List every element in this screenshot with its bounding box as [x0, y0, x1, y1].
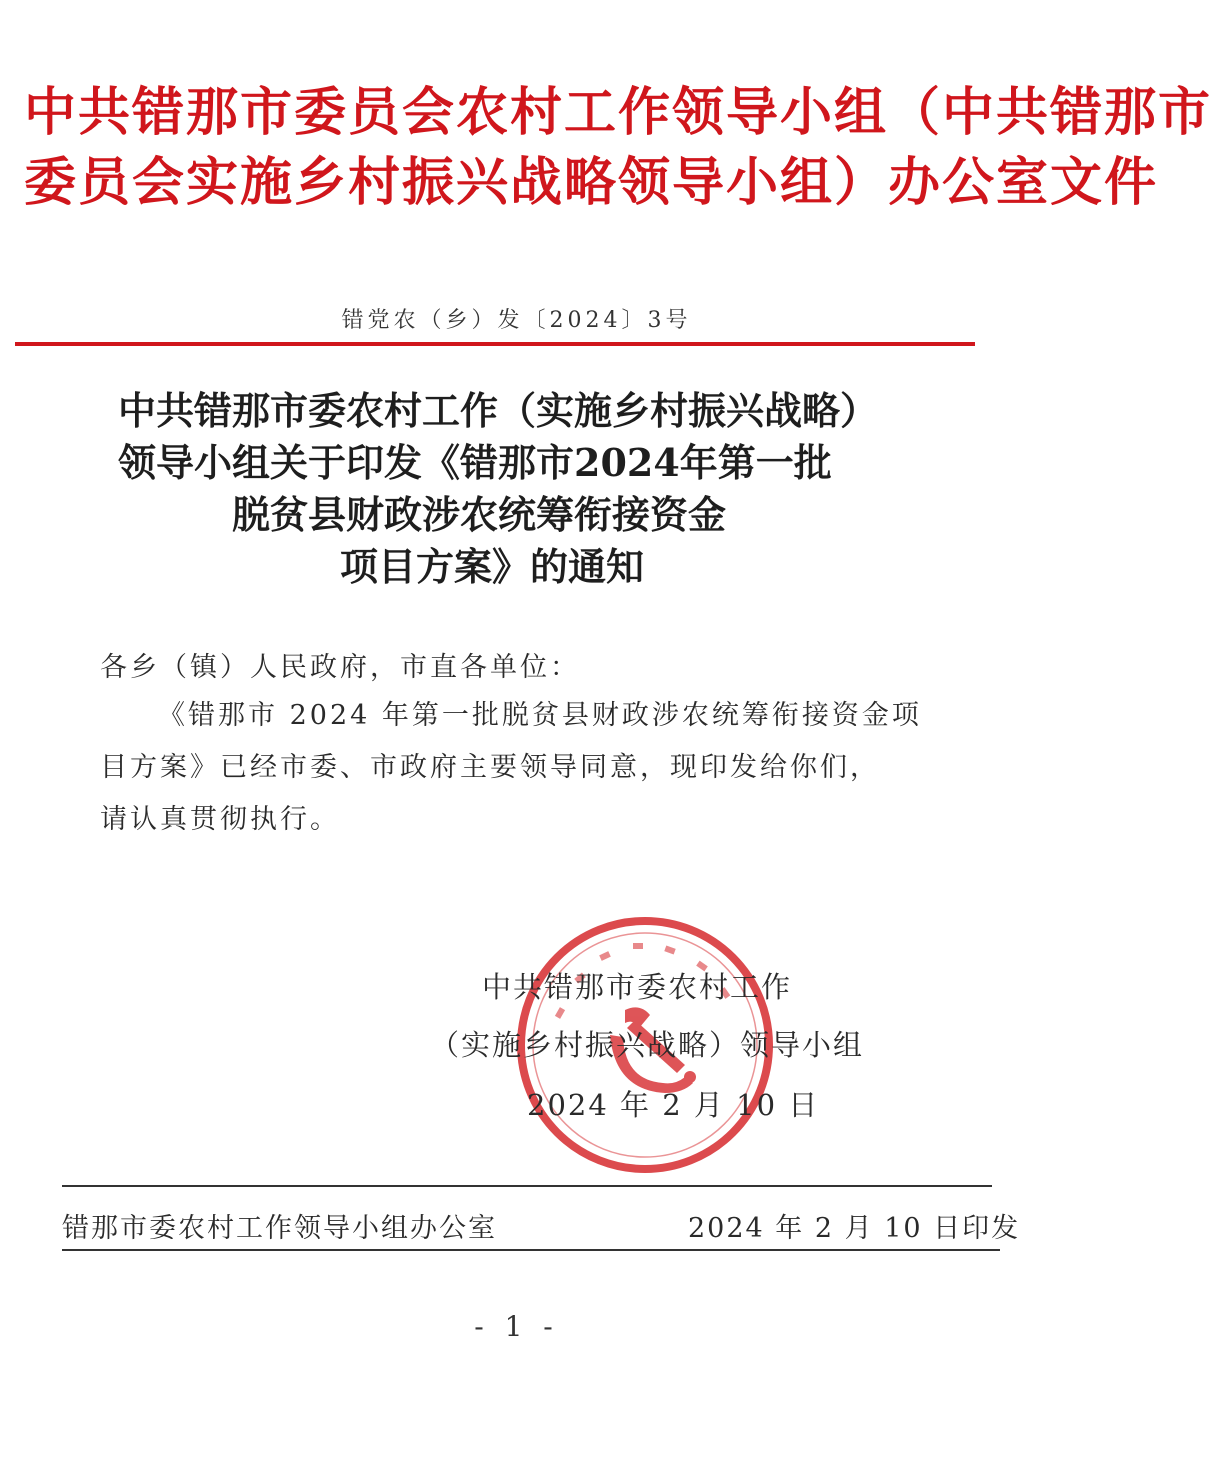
body-paragraph-line1: 《错那市 2024 年第一批脱贫县财政涉农统筹衔接资金项: [158, 700, 922, 731]
footer-bottom-rule: [62, 1249, 1000, 1251]
red-divider: [15, 342, 975, 346]
signature-date: 2024 年 2 月 10 日: [527, 1088, 820, 1122]
notice-title: [0, 385, 1033, 593]
notice-title-line1: 中共错那市委农村工作（实施乡村振兴战略）: [118, 388, 879, 433]
footer-issue-date: 2024 年 2 月 10 日印发: [688, 1213, 1021, 1244]
footer-issuer: 错那市委农村工作领导小组办公室: [62, 1213, 497, 1244]
notice-title-line2: 领导小组关于印发《错那市2024年第一批: [118, 440, 832, 485]
body-paragraph-line2: 目方案》已经市委、市政府主要领导同意，现印发给你们，: [100, 752, 880, 783]
signature-organization-line2: （实施乡村振兴战略）领导小组: [430, 1028, 865, 1062]
page-number: - 1 -: [474, 1310, 559, 1343]
signature-organization-line1: 中共错那市委农村工作: [482, 970, 793, 1004]
document-number: 错党农（乡）发〔2024〕3号: [341, 308, 692, 333]
body-paragraph-line3: 请认真贯彻执行。: [100, 804, 340, 835]
notice-title-line3: 脱贫县财政涉农统筹衔接资金: [232, 492, 727, 537]
footer-top-rule: [62, 1185, 992, 1187]
salutation: 各乡（镇）人民政府，市直各单位：: [100, 652, 580, 683]
document-header-line1: 中共错那市委员会农村工作领导小组（中共错那市: [24, 83, 1212, 143]
notice-title-line4: 项目方案》的通知: [340, 544, 645, 589]
document-header-line2: 委员会实施乡村振兴战略领导小组）办公室文件: [24, 153, 1159, 213]
